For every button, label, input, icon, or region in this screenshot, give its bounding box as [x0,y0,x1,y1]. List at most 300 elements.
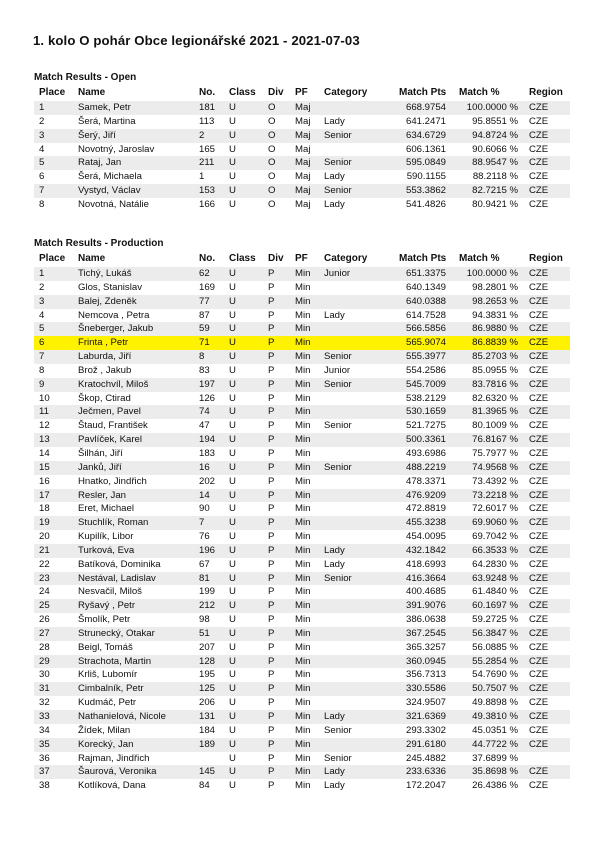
cell-name: Resler, Jan [73,489,194,503]
cell-pf: Maj [295,171,311,183]
cell-place: 13 [34,433,73,447]
cell-pct: 82.7215 % [454,184,524,198]
cell-pf: Min [290,295,319,309]
column-header-div: Div [268,87,284,98]
table-header-row [34,87,570,101]
cell-pct: 74.9568 % [454,461,524,475]
table-row [34,724,570,738]
cell-pf: Min [295,503,311,515]
cell-class: U [224,572,263,586]
cell-pts: 566.5856 [394,322,454,336]
cell-pts: 554.2586 [405,364,446,376]
cell-class: U [224,184,263,198]
cell-place: 8 [39,364,45,376]
cell-pf: Min [290,627,319,641]
cell-no [194,752,224,766]
cell-region: CZE [524,295,570,309]
cell-pf: Min [295,531,311,543]
cell-no: 207 [199,641,216,653]
cell-no: 62 [194,267,224,281]
cell-no: 153 [194,184,224,198]
cell-pts: 538.2129 [405,392,446,404]
cell-pts: 245.4882 [405,752,446,764]
cell-category: Lady [324,171,345,183]
cell-place: 6 [39,171,45,183]
cell-div: O [263,129,290,143]
table-row [34,336,570,350]
cell-name: Stuchlík, Roman [73,516,194,530]
cell-pf: Min [290,572,319,586]
cell-class: U [229,309,236,321]
cell-pct: 85.0955 % [472,364,518,376]
cell-pct: 94.3831 % [472,309,518,321]
cell-pts: 386.0638 [405,614,446,626]
cell-name: Nestával, Ladislav [73,572,194,586]
table-row [34,378,570,392]
cell-pct: 86.8839 % [454,336,524,350]
cell-pct: 76.8167 % [454,433,524,447]
cell-name: Nesvačil, Miloš [78,586,142,598]
cell-div: P [268,531,275,543]
column-header-pf: PF [295,87,308,98]
cell-region: CZE [529,475,549,487]
cell-pct: 72.6017 % [472,503,518,515]
cell-region: CZE [524,129,570,143]
cell-div: P [263,765,290,779]
cell-pf: Min [295,724,311,736]
cell-name: Ryšavý , Petr [73,599,194,613]
cell-pts: 360.0945 [394,655,454,669]
cell-name: Šerý, Jiří [73,129,194,143]
cell-pts: 454.0095 [405,531,446,543]
cell-no: 74 [194,405,224,419]
cell-name: Rajman, Jindřich [78,752,150,764]
cell-pf: Maj [290,184,319,198]
cell-name: Beigl, Tomáš [78,641,133,653]
cell-place: 10 [39,392,50,404]
section-title: Match Results - Open [34,72,137,83]
cell-pf: Maj [290,129,319,143]
cell-category [319,405,394,419]
cell-place: 30 [39,669,50,681]
cell-name: Šaurová, Veronika [73,765,194,779]
cell-class: U [229,171,236,183]
cell-region: CZE [524,682,570,696]
table-row [34,682,570,696]
cell-pct: 69.7042 % [472,531,518,543]
cell-no: 84 [199,780,210,792]
cell-category [319,322,394,336]
cell-pts: 606.1361 [405,143,446,155]
cell-pct: 98.2653 % [454,295,524,309]
cell-class: U [224,516,263,530]
column-header-no: No. [199,87,216,98]
cell-div: O [263,184,290,198]
cell-pf: Min [295,364,311,376]
table-row [34,143,570,157]
cell-pts: 400.4685 [405,586,446,598]
cell-pts: 293.3302 [405,724,446,736]
cell-class: U [224,129,263,143]
table-row [34,198,570,212]
cell-name: Žídek, Milan [78,724,131,736]
cell-no: 197 [194,378,224,392]
cell-no: 71 [194,336,224,350]
results-table [34,87,570,212]
cell-class: U [224,295,263,309]
table-body [34,101,570,212]
cell-no: 47 [199,420,210,432]
cell-place: 28 [39,641,50,653]
cell-pct: 49.3810 % [454,710,524,724]
cell-no: 90 [199,503,210,515]
table-row [34,530,570,544]
cell-pts: 500.3361 [394,433,454,447]
cell-pts: 478.3371 [405,475,446,487]
cell-div: P [263,378,290,392]
cell-pts: 493.6986 [405,447,446,459]
cell-class: U [229,724,236,736]
cell-div: P [263,516,290,530]
cell-pf: Min [290,433,319,447]
table-row [34,779,570,793]
cell-region: CZE [524,350,570,364]
column-header-name: Name [78,87,106,98]
cell-no: 128 [194,655,224,669]
cell-no: 67 [199,558,210,570]
cell-category [319,682,394,696]
cell-div: O [268,115,276,127]
cell-name: Štaud, František [78,420,148,432]
cell-place: 2 [39,281,45,293]
cell-pct: 95.8551 % [472,115,518,127]
cell-pts: 640.0388 [394,295,454,309]
cell-pct: 44.7722 % [454,738,524,752]
cell-name: Janků, Jiří [73,461,194,475]
cell-class: U [229,447,236,459]
cell-pts: 356.7313 [405,669,446,681]
cell-category: Senior [319,572,394,586]
cell-no: 83 [199,364,210,376]
cell-no: 169 [199,281,216,293]
column-header-pf: PF [295,253,308,264]
cell-name: Brož , Jakub [78,364,132,376]
cell-class: U [229,752,236,764]
cell-category: Lady [324,780,345,792]
table-row [34,696,570,710]
cell-class: U [229,281,236,293]
cell-place: 19 [34,516,73,530]
cell-class: U [229,115,236,127]
cell-pts: 541.4826 [405,198,446,210]
cell-region: CZE [529,586,549,598]
cell-region: CZE [529,669,549,681]
cell-pct: 80.1009 % [472,420,518,432]
cell-region: CZE [529,447,549,459]
cell-div: O [263,101,290,115]
section-open [34,72,570,212]
column-header-region: Region [529,253,563,264]
cell-pf: Min [290,655,319,669]
cell-region: CZE [524,710,570,724]
cell-div: P [268,420,275,432]
cell-pf: Min [295,447,311,459]
cell-region: CZE [524,572,570,586]
cell-class: U [229,198,236,210]
cell-name: Samek, Petr [73,101,194,115]
cell-pct: 64.2830 % [472,558,518,570]
cell-region: CZE [529,614,549,626]
cell-place: 18 [39,503,50,515]
cell-pf: Maj [295,198,311,210]
cell-pf: Min [290,336,319,350]
cell-name: Turková, Eva [73,544,194,558]
cell-pct: 100.0000 % [454,101,524,115]
cell-pf: Min [290,267,319,281]
table-header-row [34,253,570,267]
cell-no: 212 [194,599,224,613]
cell-category [319,655,394,669]
cell-place: 8 [39,198,45,210]
cell-no: 189 [194,738,224,752]
cell-pf: Min [290,489,319,503]
cell-name: Batíková, Dominika [78,558,161,570]
table-row [34,433,570,447]
cell-place: 27 [34,627,73,641]
cell-category: Senior [319,378,394,392]
cell-no: 202 [199,475,216,487]
cell-class: U [224,765,263,779]
cell-no: 1 [199,171,205,183]
cell-region: CZE [524,184,570,198]
cell-pf: Min [290,350,319,364]
cell-class: U [229,531,236,543]
cell-class: U [229,641,236,653]
cell-pts: 521.7275 [405,420,446,432]
cell-pct: 56.3847 % [454,627,524,641]
table-row [34,613,570,627]
cell-class: U [224,627,263,641]
cell-class: U [224,336,263,350]
column-header-no: No. [199,253,216,264]
cell-pf: Min [290,405,319,419]
cell-div: P [268,392,275,404]
cell-div: P [263,461,290,475]
cell-class: U [224,267,263,281]
cell-category [319,696,394,710]
cell-pf: Maj [295,115,311,127]
cell-div: P [268,641,275,653]
cell-region: CZE [524,378,570,392]
cell-class: U [229,614,236,626]
cell-category: Senior [324,752,352,764]
cell-pf: Min [290,738,319,752]
cell-pct: 88.9547 % [454,156,524,170]
cell-category: Junior [324,364,351,376]
cell-div: P [263,710,290,724]
cell-name: Kratochvíl, Miloš [73,378,194,392]
cell-pct: 26.4386 % [472,780,518,792]
column-header-place: Place [39,253,66,264]
cell-pf: Min [295,641,311,653]
cell-category [319,281,394,295]
cell-no: 196 [194,544,224,558]
table-row [34,544,570,558]
cell-pct: 80.9421 % [472,198,518,210]
cell-no: 184 [199,724,216,736]
cell-div: P [263,572,290,586]
cell-no: 206 [199,697,216,709]
cell-category [319,295,394,309]
cell-div: P [268,447,275,459]
table-body [34,267,570,793]
cell-pct: 69.9060 % [454,516,524,530]
table-row [34,738,570,752]
column-header-class: Class [229,253,256,264]
table-row [34,641,570,655]
cell-name: Rataj, Jan [73,156,194,170]
cell-name: Škop, Ctirad [78,392,131,404]
cell-class: U [229,780,236,792]
cell-category: Lady [319,765,394,779]
column-header-match-pct: Match % [459,253,500,264]
cell-pf: Maj [290,156,319,170]
cell-place: 11 [34,405,73,419]
cell-place: 7 [34,350,73,364]
cell-pf: Min [295,392,311,404]
table-row [34,267,570,281]
cell-category [319,502,394,516]
cell-div: P [268,309,275,321]
column-header-region: Region [529,87,563,98]
cell-div: P [263,405,290,419]
cell-pct: 35.8698 % [454,765,524,779]
cell-pts: 545.7009 [394,378,454,392]
cell-pf: Min [290,322,319,336]
cell-pts: 365.3257 [405,641,446,653]
table-row [34,364,570,378]
cell-pct: 86.9880 % [454,322,524,336]
table-row [34,627,570,641]
cell-div: P [263,489,290,503]
cell-category [319,530,394,544]
cell-region: CZE [524,322,570,336]
cell-place: 38 [39,780,50,792]
cell-place: 4 [39,143,45,155]
cell-class: U [224,378,263,392]
table-row [34,765,570,779]
cell-pf: Min [290,544,319,558]
cell-name: Hnatko, Jindřich [78,475,147,487]
cell-pct: 54.7690 % [472,669,518,681]
cell-div: P [263,544,290,558]
cell-place: 32 [39,697,50,709]
cell-pct: 85.2703 % [454,350,524,364]
column-header-match-pts: Match Pts [399,87,447,98]
cell-place: 6 [34,336,73,350]
cell-name: Kudmáč, Petr [78,697,137,709]
table-row [34,101,570,115]
cell-no: 145 [194,765,224,779]
cell-category: Senior [324,420,352,432]
table-row [34,350,570,364]
cell-region: CZE [524,544,570,558]
cell-place: 3 [34,295,73,309]
cell-place: 5 [34,322,73,336]
cell-div: P [263,433,290,447]
cell-no: 98 [199,614,210,626]
cell-region: CZE [529,143,549,155]
cell-class: U [224,682,263,696]
cell-name: Krliš, Lubomír [78,669,138,681]
cell-div: P [263,682,290,696]
cell-class: U [229,697,236,709]
cell-div: P [263,738,290,752]
cell-region: CZE [524,267,570,281]
cell-pts: 416.3664 [394,572,454,586]
cell-div: P [268,558,275,570]
cell-class: U [229,420,236,432]
cell-category [319,641,394,655]
cell-pct: 90.6066 % [472,143,518,155]
cell-div: O [263,156,290,170]
cell-pct: 88.2118 % [472,171,518,183]
cell-category [319,143,394,157]
cell-place: 16 [39,475,50,487]
table-row [34,668,570,682]
cell-no: 76 [199,531,210,543]
cell-pts: 476.9209 [394,489,454,503]
table-row [34,295,570,309]
cell-pf: Min [290,378,319,392]
cell-name: Vystyd, Václav [73,184,194,198]
cell-class: U [224,655,263,669]
cell-pct: 61.4840 % [472,586,518,598]
cell-region: CZE [524,156,570,170]
cell-region: CZE [529,115,549,127]
cell-class: U [224,544,263,558]
cell-region: CZE [529,780,549,792]
cell-name: Ječmen, Pavel [73,405,194,419]
cell-region: CZE [529,309,549,321]
section-production [34,238,570,793]
table-row [34,184,570,198]
cell-div: P [268,475,275,487]
cell-category: Senior [319,184,394,198]
cell-pct: 55.2854 % [454,655,524,669]
cell-place: 24 [39,586,50,598]
cell-name: Cimbalník, Petr [73,682,194,696]
table-row [34,322,570,336]
cell-category [319,738,394,752]
cell-pts: 634.6729 [394,129,454,143]
cell-no: 77 [194,295,224,309]
column-header-match-pts: Match Pts [399,253,447,264]
cell-place: 15 [34,461,73,475]
cell-no: 126 [199,392,216,404]
cell-class: U [229,392,236,404]
cell-class: U [224,101,263,115]
table-row [34,558,570,572]
cell-pf: Min [295,614,311,626]
cell-region: CZE [524,655,570,669]
cell-region: CZE [529,503,549,515]
cell-category: Lady [324,558,345,570]
column-header-category: Category [324,87,368,98]
cell-category [319,475,394,489]
cell-no: 183 [199,447,216,459]
table-row [34,281,570,295]
